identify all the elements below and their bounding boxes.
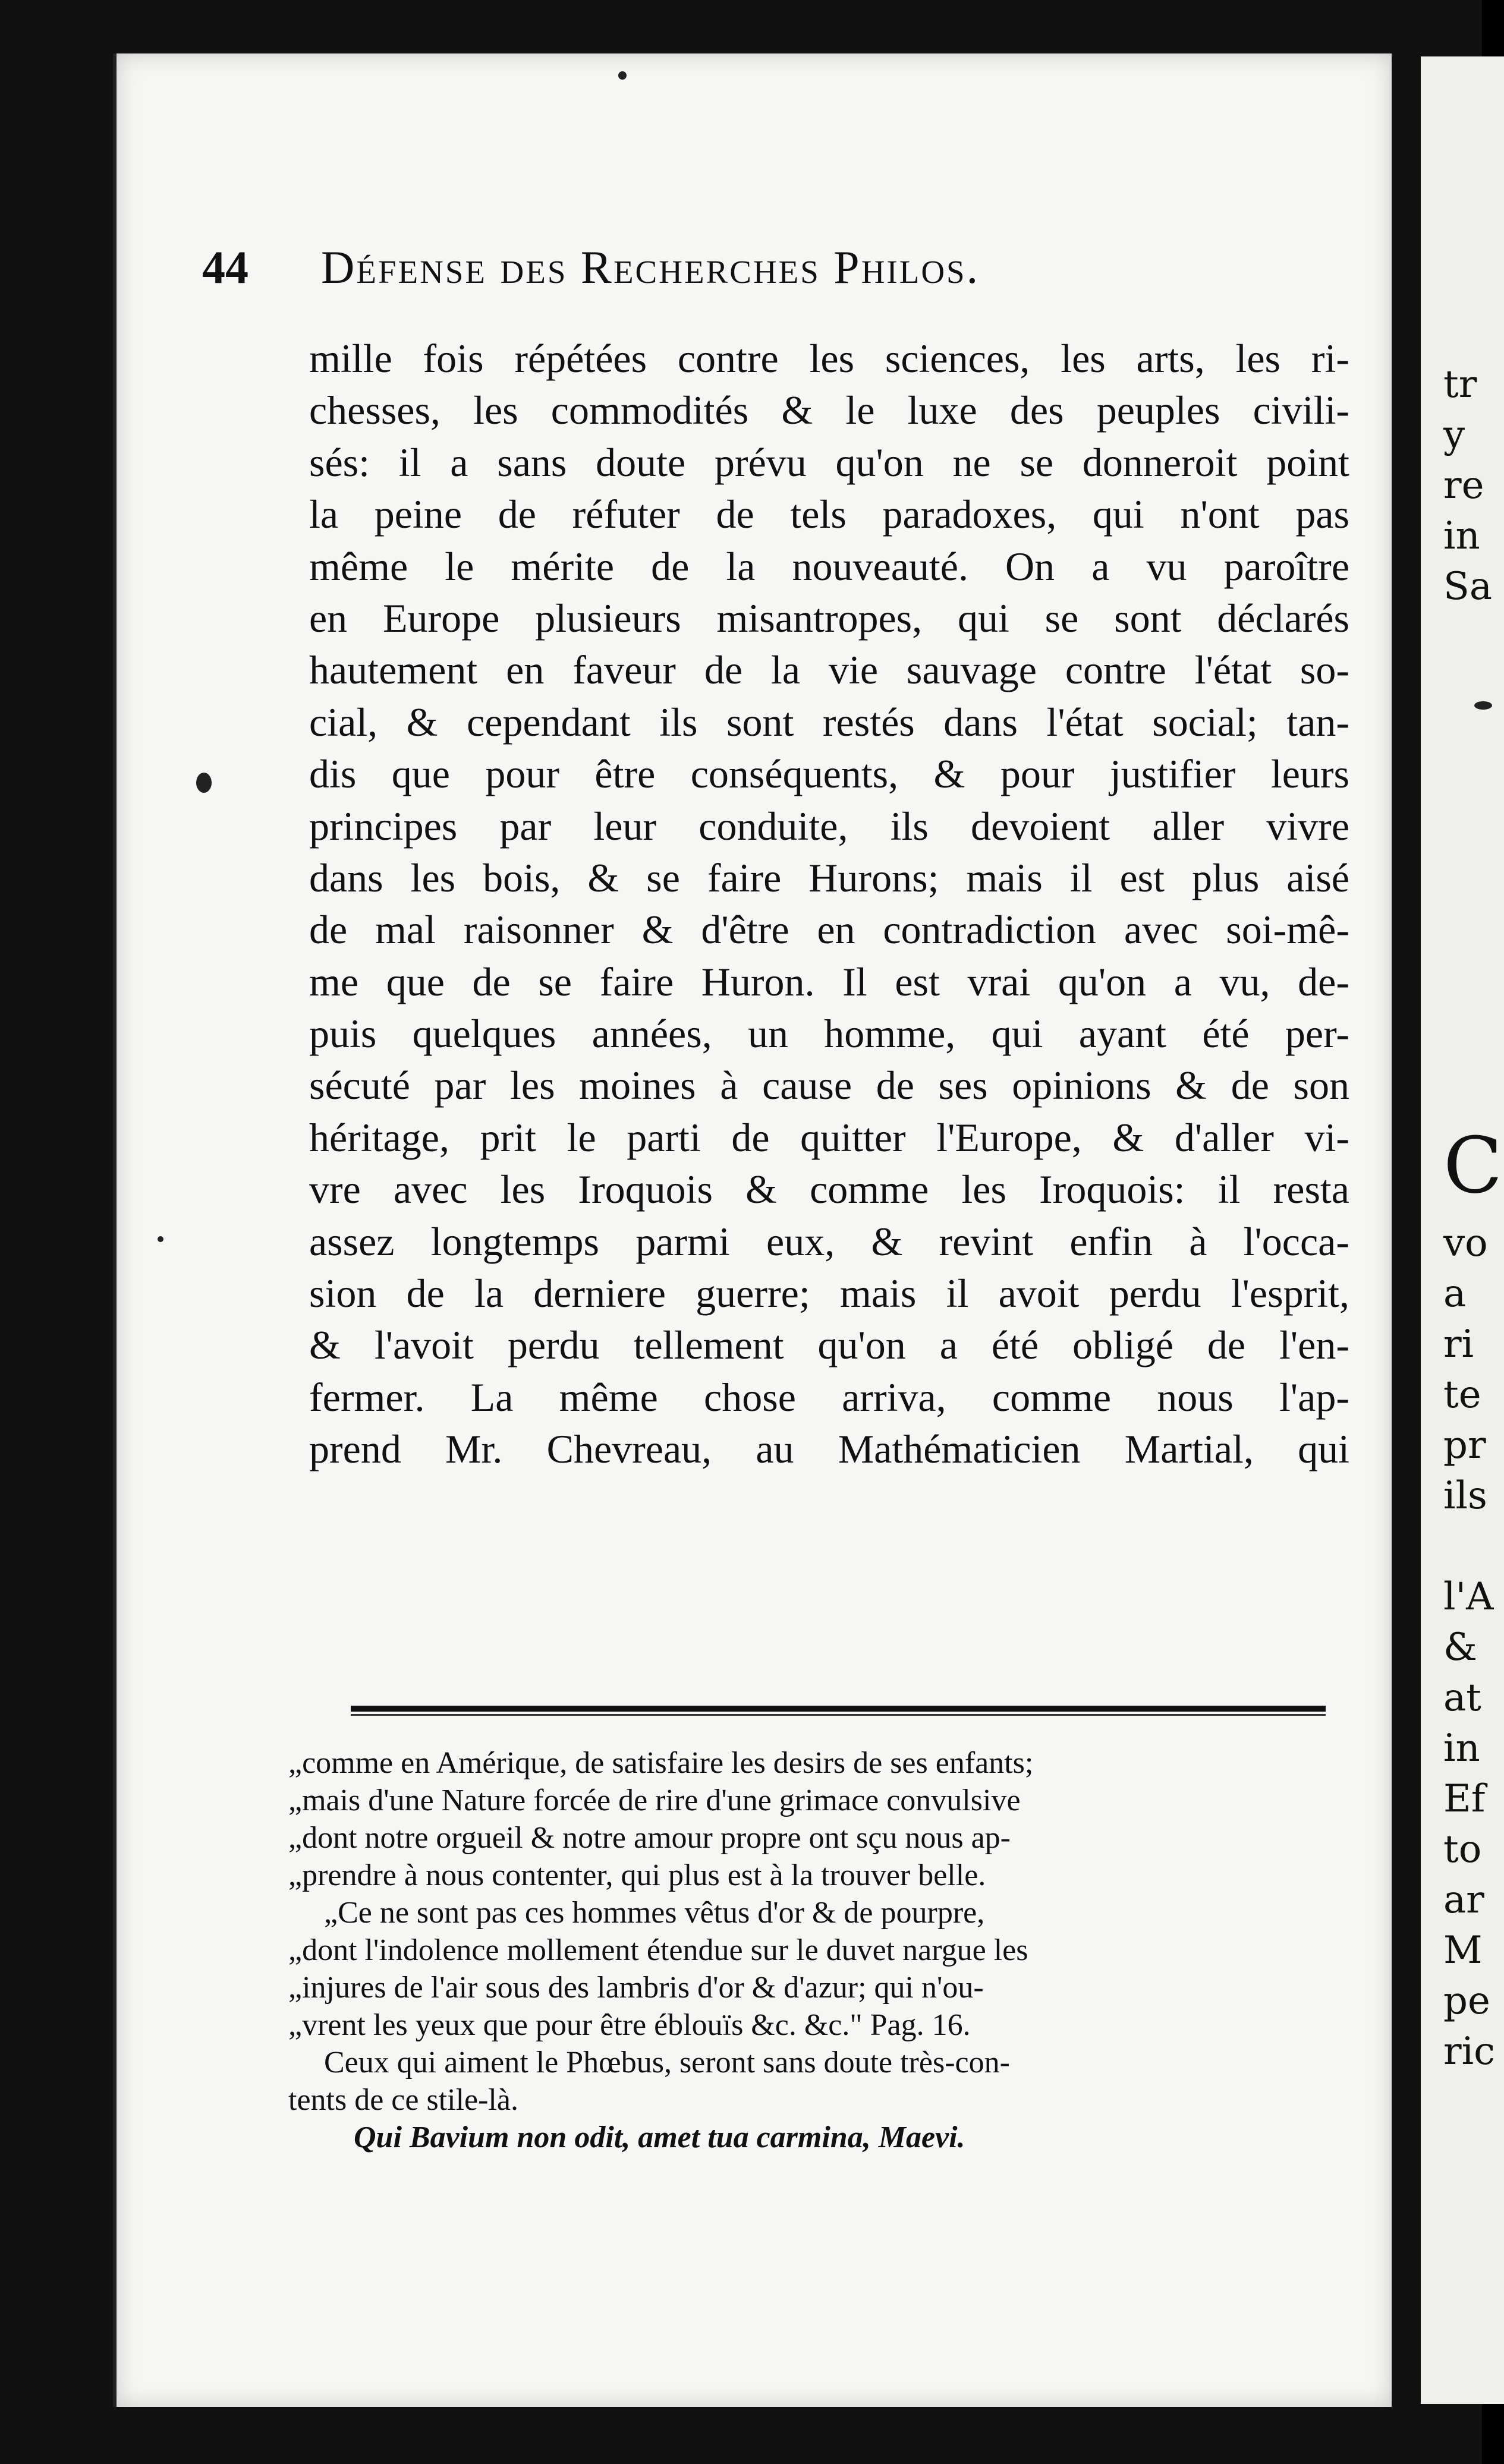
facing-fragment: te xyxy=(1443,1373,1481,1417)
footnote-line: „injures de l'air sous des lambris d'or & d'azur; qui n'ou- xyxy=(288,1971,984,2005)
facing-fragment: in xyxy=(1443,1726,1480,1770)
facing-drop-cap: C xyxy=(1443,1120,1503,1211)
text-line: cial, & cependant ils sont restés dans l'état social; tan- xyxy=(309,699,1349,745)
ink-speck xyxy=(158,1236,163,1242)
text-line: la peine de réfuter de tels paradoxes, qui n'ont pas xyxy=(309,491,1349,537)
footnote-line: Ceux qui aiment le Phœbus, seront sans doute très-con- xyxy=(324,2046,1010,2079)
text-line: de mal raisonner & d'être en contradiction avec soi-mê- xyxy=(309,907,1349,953)
footnote-quotation: Qui Bavium non odit, amet tua carmina, Maevi. xyxy=(354,2120,965,2154)
text-line: en Europe plusieurs misantropes, qui se sont déclarés xyxy=(309,595,1349,641)
footnote-rule-thin xyxy=(351,1714,1326,1716)
facing-fragment: M xyxy=(1443,1929,1483,1973)
text-line: puis quelques années, un homme, qui ayant été per- xyxy=(309,1011,1349,1057)
text-line: prend Mr. Chevreau, au Mathématicien Martial, qui xyxy=(309,1426,1349,1472)
facing-fragment: & xyxy=(1443,1625,1477,1669)
footnote-line: „prendre à nous contenter, qui plus est à la trouver belle. xyxy=(288,1858,986,1892)
facing-fragment: pe xyxy=(1443,1979,1490,2023)
footnote-line: „mais d'une Nature forcée de rire d'une grimace convulsive xyxy=(288,1784,1021,1817)
text-line: principes par leur conduite, ils devoient aller vivre xyxy=(309,803,1349,849)
text-line: dans les bois, & se faire Hurons; mais il est plus aisé xyxy=(309,855,1349,900)
text-line: héritage, prit le parti de quitter l'Europe, & d'aller vi- xyxy=(309,1114,1349,1160)
facing-fragment: ar xyxy=(1443,1878,1484,1922)
text-line: mille fois répétées contre les sciences, les arts, les ri- xyxy=(309,336,1349,381)
facing-fragment: re xyxy=(1443,464,1484,508)
facing-fragment: vo xyxy=(1443,1221,1488,1265)
footnote-line: „dont l'indolence mollement étendue sur le duvet nargue les xyxy=(288,1933,1028,1967)
facing-fragment: in xyxy=(1443,514,1480,558)
facing-page-edge xyxy=(1421,56,1504,2404)
text-line: hautement en faveur de la vie sauvage contre l'état so- xyxy=(309,647,1349,693)
running-title: Défense des Recherches Philos. xyxy=(321,241,980,293)
footnote-line: „comme en Amérique, de satisfaire les desirs de ses enfants; xyxy=(288,1746,1034,1780)
facing-fragment: tr xyxy=(1443,363,1477,407)
text-line: me que de se faire Huron. Il est vrai qu'on a vu, de- xyxy=(309,959,1349,1004)
text-line: chesses, les commodités & le luxe des peuples civili- xyxy=(309,387,1349,433)
text-line: sécuté par les moines à cause de ses opinions & de son xyxy=(309,1063,1349,1108)
facing-fragment: y xyxy=(1443,413,1465,457)
text-line: même le mérite de la nouveauté. On a vu paroître xyxy=(309,543,1349,589)
footnote-line: „Ce ne sont pas ces hommes vêtus d'or & de pourpre, xyxy=(324,1896,985,1930)
text-line: & l'avoit perdu tellement qu'on a été obligé de l'en- xyxy=(309,1322,1349,1368)
text-line: fermer. La même chose arriva, comme nous l'ap- xyxy=(309,1374,1349,1420)
facing-fragment: ils xyxy=(1443,1474,1487,1518)
text-line: assez longtemps parmi eux, & revint enfin à l'occa- xyxy=(309,1218,1349,1264)
footnote-line: „vrent les yeux que pour être éblouïs &c. &c." Pag. 16. xyxy=(288,2008,971,2042)
ink-speck xyxy=(1474,701,1492,710)
facing-fragment: ri xyxy=(1443,1322,1474,1366)
facing-fragment: ric xyxy=(1443,2030,1495,2074)
facing-fragment: pr xyxy=(1443,1423,1486,1467)
footnote-rule xyxy=(351,1706,1326,1712)
footnote xyxy=(288,1744,1329,2156)
facing-fragment: a xyxy=(1443,1272,1467,1316)
footnote-line: „dont notre orgueil & notre amour propre ont sçu nous ap- xyxy=(288,1821,1011,1855)
ink-speck xyxy=(618,71,627,80)
text-line: dis que pour être conséquents, & pour justifier leurs xyxy=(309,751,1349,797)
facing-fragment: Sa xyxy=(1443,565,1492,609)
ink-speck xyxy=(196,773,212,793)
facing-fragment: to xyxy=(1443,1827,1482,1871)
running-head xyxy=(202,241,1236,306)
text-line: sion de la derniere guerre; mais il avoit perdu l'esprit, xyxy=(309,1271,1349,1316)
facing-fragment: l'A xyxy=(1443,1575,1494,1619)
page-number: 44 xyxy=(202,241,248,293)
facing-fragment: Ef xyxy=(1443,1777,1486,1821)
text-line: sés: il a sans doute prévu qu'on ne se donneroit point xyxy=(309,439,1349,485)
body-text xyxy=(309,333,1349,1476)
footnote-line: tents de ce stile-là. xyxy=(288,2083,518,2117)
facing-fragment: at xyxy=(1443,1676,1481,1720)
text-line: vre avec les Iroquois & comme les Iroquois: il resta xyxy=(309,1167,1349,1212)
